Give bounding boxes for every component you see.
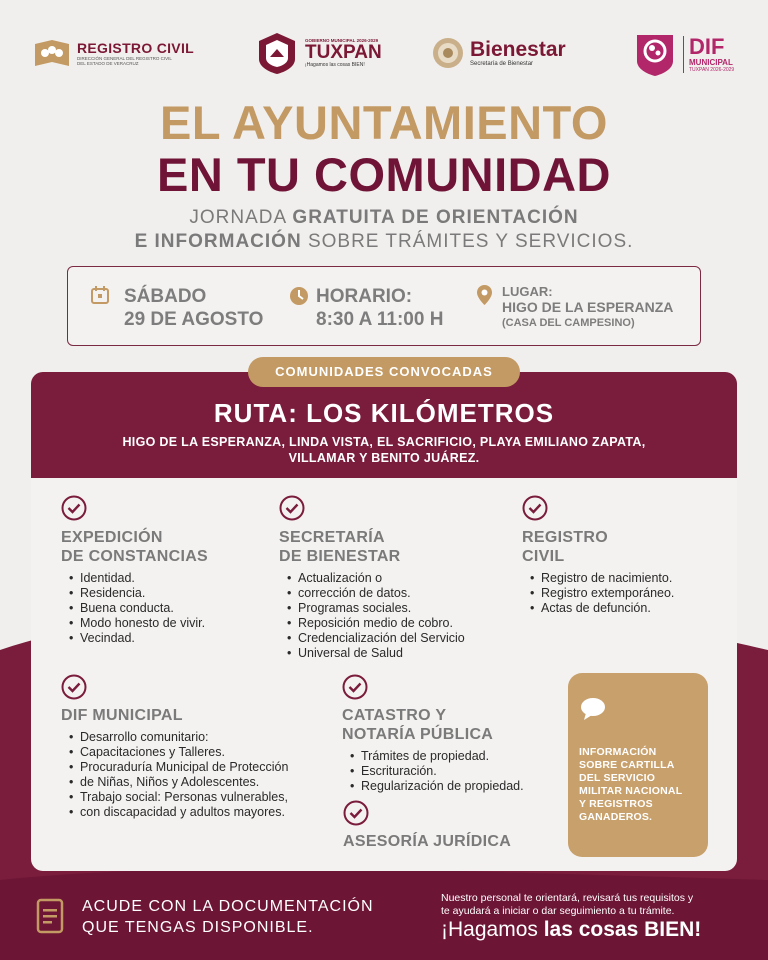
route-communities	[70, 434, 698, 466]
dif-family-icon	[633, 31, 677, 77]
list-item: • Buena conducta.	[65, 601, 265, 616]
event-time-value: 8:30 A 11:00 H	[316, 309, 444, 330]
event-time	[316, 286, 443, 330]
bienestar-sub: Secretaría de Bienestar	[470, 61, 534, 67]
list-item: • Registro de nacimiento.	[526, 571, 726, 586]
subheading-l1b: GRATUITA DE ORIENTACIÓN	[292, 207, 579, 228]
gold-line6: GANADEROS.	[579, 811, 653, 823]
expedicion-title	[61, 528, 208, 566]
registro-section-title	[522, 528, 608, 566]
tuxpan-shield-icon	[257, 31, 297, 75]
check-circle-icon	[342, 674, 368, 700]
check-circle-icon	[343, 800, 369, 826]
event-date-day: SÁBADO	[124, 286, 207, 307]
expedicion-list	[65, 571, 265, 646]
catastro-list	[346, 749, 561, 794]
bienestar-list	[283, 571, 513, 661]
dif-logo	[633, 31, 734, 77]
tuxpan-logo	[257, 31, 382, 75]
list-item: • Registro extemporáneo.	[526, 586, 726, 601]
list-item: • Desarrollo comunitario:	[65, 730, 335, 745]
gold-line3: DEL SERVICIO	[579, 772, 656, 784]
registro-civil-sub2: DEL ESTADO DE VERACRUZ	[77, 61, 139, 66]
subheading-l2b: SOBRE TRÁMITES Y SERVICIOS.	[301, 231, 634, 252]
registro-title-1: REGISTRO	[522, 529, 608, 546]
subheading-line2	[0, 230, 768, 254]
bienestar-logo	[432, 37, 566, 69]
list-item-cont: • Universal de Salud	[283, 646, 513, 661]
subheading-l1a: JORNADA	[189, 207, 293, 228]
event-date	[124, 286, 263, 330]
list-item: • Credencialización del Servicio	[283, 631, 513, 646]
footer-right-line1: Nuestro personal te orientará, revisará tus requisitos y	[441, 892, 694, 904]
footer-right-text	[441, 892, 736, 918]
location-pin-icon	[476, 284, 493, 306]
gold-line2: SOBRE CARTILLA	[579, 759, 675, 771]
list-item-cont: • corrección de datos.	[283, 586, 513, 601]
gold-line5: Y REGISTROS	[579, 798, 653, 810]
list-item: • Actualización o	[283, 571, 513, 586]
route-communities-line2: VILLAMAR Y BENITO JUÁREZ.	[288, 451, 480, 465]
footer-right-line2: te ayudará a iniciar o dar seguimiento a tu trámite.	[441, 905, 675, 917]
clock-icon	[289, 286, 309, 306]
bienestar-seal-icon	[432, 37, 464, 69]
communities-pill: COMUNIDADES CONVOCADAS	[248, 357, 520, 387]
list-item: • Trabajo social: Personas vulnerables,	[65, 790, 335, 805]
tuxpan-top: GOBIERNO MUNICIPAL 2026-2029	[305, 38, 379, 43]
list-item-cont: • de Niñas, Niños y Adolescentes.	[65, 775, 335, 790]
expedicion-title-2: DE CONSTANCIAS	[61, 548, 209, 565]
calendar-icon	[91, 286, 109, 304]
registro-civil-logo	[33, 38, 194, 68]
list-item: • Regularización de propiedad.	[346, 779, 561, 794]
footer-left-line1: ACUDE CON LA DOCUMENTACIÓN	[82, 898, 374, 915]
list-item: • Actas de defunción.	[526, 601, 726, 616]
catastro-title-2: NOTARÍA PÚBLICA	[342, 726, 494, 743]
check-circle-icon	[279, 495, 305, 521]
check-circle-icon	[61, 495, 87, 521]
dif-sub2: TUXPAN 2026-2029	[689, 66, 735, 73]
list-item: • Procuraduría Municipal de Protección	[65, 760, 335, 775]
event-time-label: HORARIO:	[316, 286, 413, 307]
list-item-cont: • con discapacidad y adultos mayores.	[65, 805, 335, 820]
subheading-l2a: E INFORMACIÓN	[134, 231, 302, 252]
dif-sub: MUNICIPAL	[689, 57, 733, 67]
dif-section-title: DIF MUNICIPAL	[61, 707, 183, 724]
list-item: • Vecindad.	[65, 631, 265, 646]
registro-civil-sub1: DIRECCIÓN GENERAL DEL REGISTRO CIVIL	[77, 56, 172, 61]
event-place-label: LUGAR:	[502, 284, 553, 299]
catastro-title-1: CATASTRO Y	[342, 707, 447, 724]
list-item: • Escrituración.	[346, 764, 561, 779]
event-place-name: HIGO DE LA ESPERANZA	[502, 299, 674, 315]
tuxpan-title: TUXPAN	[305, 42, 382, 63]
event-place-detail: (CASA DEL CAMPESINO)	[502, 317, 635, 329]
list-item: • Programas sociales.	[283, 601, 513, 616]
dif-list	[65, 730, 335, 820]
footer-left-line2: QUE TENGAS DISPONIBLE.	[82, 919, 314, 936]
gold-line4: MILITAR NACIONAL	[579, 785, 683, 797]
chat-bubble-icon	[580, 697, 606, 721]
list-item-cont: • Capacitaciones y Talleres.	[65, 745, 335, 760]
subheading-line1	[0, 206, 768, 230]
expedicion-title-1: EXPEDICIÓN	[61, 529, 163, 546]
tuxpan-tag: ¡Hagamos las cosas BIEN!	[305, 62, 365, 68]
list-item: • Trámites de propiedad.	[346, 749, 561, 764]
event-date-date: 29 DE AGOSTO	[124, 309, 264, 330]
registro-civil-emblem	[33, 38, 71, 68]
registro-civil-title: REGISTRO CIVIL	[77, 40, 194, 56]
footer-slogan	[441, 918, 701, 942]
list-item: • Identidad.	[65, 571, 265, 586]
asesoria-section-title: ASESORÍA JURÍDICA	[343, 833, 512, 850]
bienestar-title: Bienestar	[470, 38, 566, 61]
military-info-text	[579, 746, 704, 824]
registro-title-2: CIVIL	[522, 548, 565, 565]
headline-line1: EL AYUNTAMIENTO	[160, 96, 608, 149]
check-circle-icon	[61, 674, 87, 700]
list-item: • Modo honesto de vivir.	[65, 616, 265, 631]
gold-line1: INFORMACIÓN	[579, 746, 657, 758]
document-icon	[36, 898, 64, 934]
list-item: • Reposición medio de cobro.	[283, 616, 513, 631]
route-title: RUTA: LOS KILÓMETROS	[213, 398, 555, 428]
bienestar-title-2: DE BIENESTAR	[279, 548, 401, 565]
headline-line2: EN TU COMUNIDAD	[157, 148, 611, 201]
slogan-part2: las cosas BIEN!	[543, 918, 702, 941]
footer-left-text	[82, 896, 374, 938]
registro-list	[526, 571, 726, 616]
list-item: • Residencia.	[65, 586, 265, 601]
event-place	[502, 284, 673, 331]
dif-title: DIF	[689, 33, 725, 59]
check-circle-icon	[522, 495, 548, 521]
bienestar-section-title	[279, 528, 401, 566]
bienestar-title-1: SECRETARÍA	[279, 529, 385, 546]
slogan-part1: ¡Hagamos	[441, 918, 544, 941]
catastro-section-title	[342, 706, 493, 744]
route-communities-line1: HIGO DE LA ESPERANZA, LINDA VISTA, EL SACRIFICIO, PLAYA EMILIANO ZAPATA,	[122, 435, 646, 449]
